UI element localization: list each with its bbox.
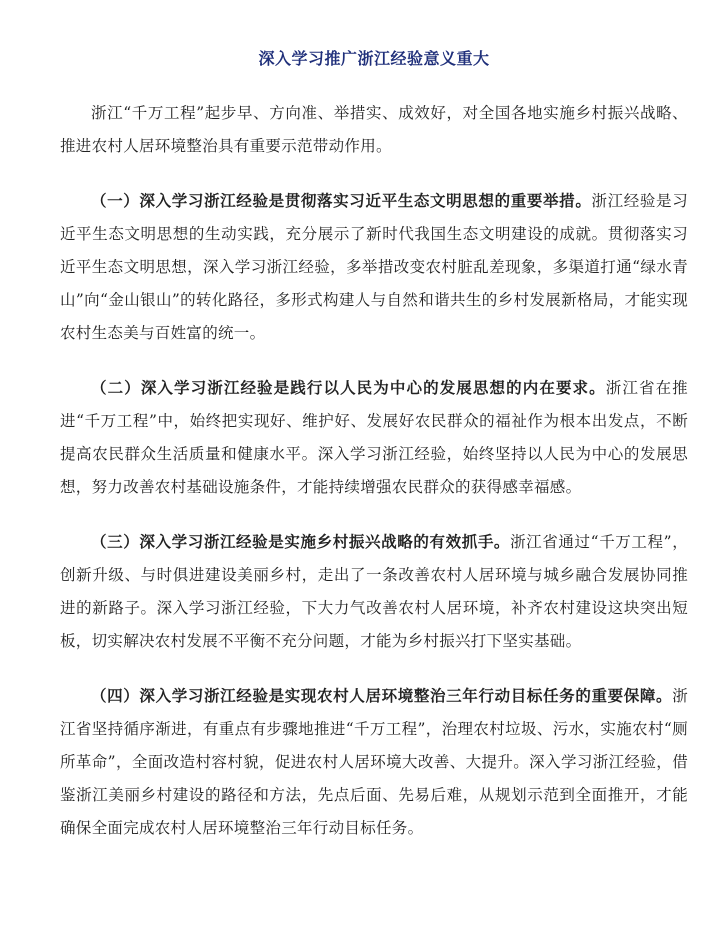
section-paragraph-3 [60, 525, 688, 658]
section-heading-2: （二）深入学习浙江经验是践行以人民为中心的发展思想的内在要求。 [91, 378, 606, 397]
section-body-2: 浙江省在推进“千万工程”中，始终把实现好、维护好、发展好农民群众的福祉作为根本出发点，不断提高农民群众生活质量和健康水平。深入学习浙江经验，始终坚持以人民为中心的发展思想，努力改善农村基础设施条件，才能持续增强农民群众的获得感幸福感。 [60, 379, 688, 496]
section-paragraph-1 [60, 184, 688, 350]
section-body-3: 浙江省通过“千万工程”，创新升级、与时俱进建设美丽乡村，走出了一条改善农村人居环境与城乡融合发展协同推进的新路子。深入学习浙江经验，下大力气改善农村人居环境，补齐农村建设这块突出短板，切实解决农村发展不平衡不充分问题，才能为乡村振兴打下坚实基础。 [60, 533, 689, 650]
section-heading-4: （四）深入学习浙江经验是实现农村人居环境整治三年行动目标任务的重要保障。 [91, 686, 673, 705]
document-title: 深入学习推广浙江经验意义重大 [258, 49, 490, 68]
section-heading-3: （三）深入学习浙江经验是实施乡村振兴战略的有效抓手。 [91, 532, 511, 551]
section-paragraph-2 [60, 371, 688, 504]
section-body-1: 浙江经验是习近平生态文明思想的生动实践，充分展示了新时代我国生态文明建设的成就。贯彻落实习近平生态文明思想，深入学习浙江经验，多举措改变农村脏乱差现象，多渠道打通“绿水青山”向“金山银山”的转化路径，多形式构建人与自然和谐共生的乡村发展新格局，才能实现农村生态美与百姓富的统一。 [60, 192, 688, 342]
section-paragraph-4 [60, 679, 688, 845]
section-body-4: 浙江省坚持循序渐进，有重点有步骤地推进“千万工程”，治理农村垃圾、污水，实施农村“厕所革命”，全面改造村容村貌，促进农村人居环境大改善、大提升。深入学习浙江经验，借鉴浙江美丽乡村建设的路径和方法，先点后面、先易后难，从规划示范到全面推开，才能确保全面完成农村人居环境整治三年行动目标任务。 [60, 687, 688, 837]
section-heading-1: （一）深入学习浙江经验是贯彻落实习近平生态文明思想的重要举措。 [91, 191, 592, 210]
intro-paragraph: 浙江“千万工程”起步早、方向准、举措实、成效好，对全国各地实施乡村振兴战略、推进农村人居环境整治具有重要示范带动作用。 [60, 104, 688, 155]
